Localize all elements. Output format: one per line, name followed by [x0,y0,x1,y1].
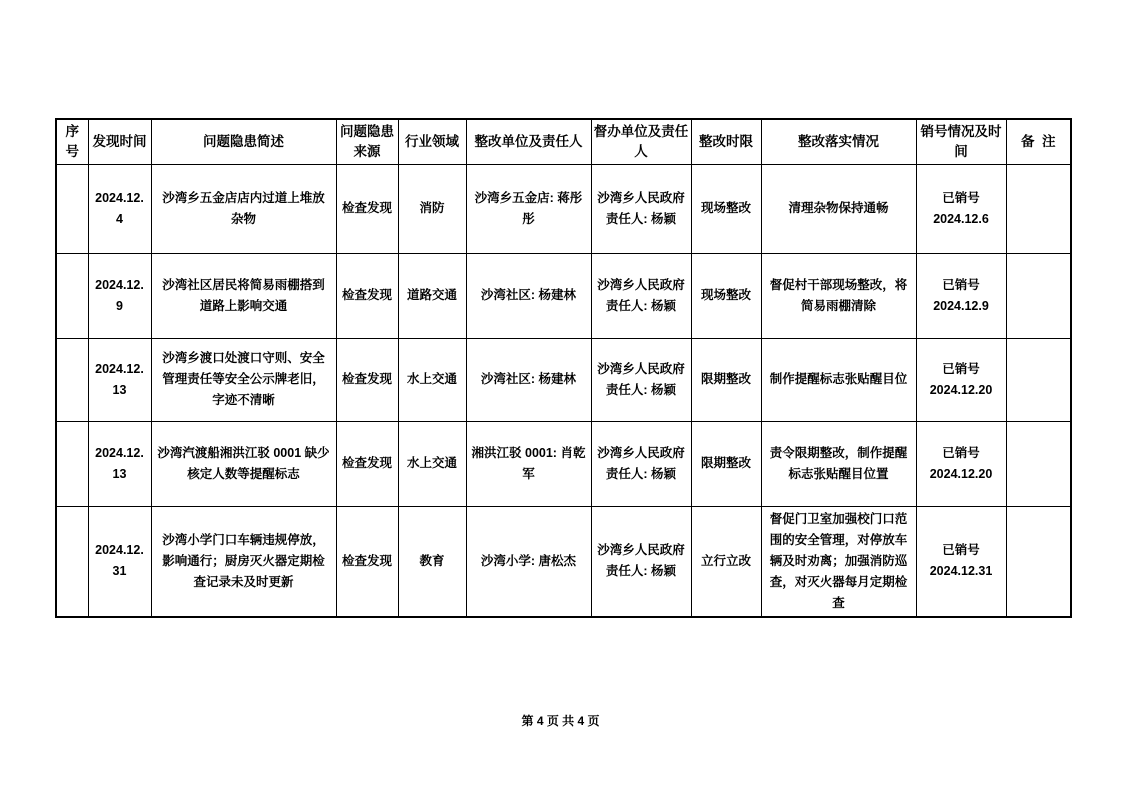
cell-industry: 道路交通 [398,253,466,338]
cell-industry: 消防 [398,164,466,253]
supervise-unit-name: 沙湾乡人民政府 [597,445,685,460]
cell-deadline: 限期整改 [691,421,761,506]
cell-implementation: 督促村干部现场整改，将简易雨棚清除 [761,253,916,338]
header-row [56,119,1071,164]
cell-industry: 教育 [398,506,466,617]
cell-source: 检查发现 [336,164,398,253]
table-row-2 [56,253,1071,338]
col-header-deadline: 整改时限 [691,119,761,164]
supervise-unit-name: 沙湾乡人民政府 [597,361,685,376]
cell-remark [1006,338,1071,421]
cell-found-date: 2024.12.13 [88,421,151,506]
cell-deadline: 现场整改 [691,253,761,338]
cell-implementation: 责令限期整改，制作提醒标志张贴醒目位置 [761,421,916,506]
col-header-industry: 行业领域 [398,119,466,164]
cell-seq [56,421,88,506]
col-header-seq: 序号 [56,119,88,164]
closure-date: 2024.12.9 [933,298,989,313]
table-row-4 [56,421,1071,506]
cell-source: 检查发现 [336,506,398,617]
col-header-rectify-unit: 整改单位及责任人 [466,119,591,164]
cell-seq [56,253,88,338]
cell-closure [916,253,1006,338]
closure-status: 已销号 [942,190,980,205]
cell-rectify-unit: 沙湾社区: 杨建林 [466,338,591,421]
cell-deadline: 限期整改 [691,338,761,421]
cell-remark [1006,253,1071,338]
cell-found-date: 2024.12.9 [88,253,151,338]
closure-status: 已销号 [942,543,980,557]
cell-remark [1006,164,1071,253]
cell-implementation: 清理杂物保持通畅 [761,164,916,253]
cell-found-date: 2024.12.13 [88,338,151,421]
col-header-remark: 备 注 [1006,119,1071,164]
closure-date: 2024.12.6 [933,211,989,226]
supervise-person: 责任人: 杨颖 [605,211,677,226]
col-header-supervise-unit: 督办单位及责任人 [591,119,691,164]
table-row-3 [56,338,1071,421]
cell-deadline: 立行立改 [691,506,761,617]
closure-status: 已销号 [942,445,980,460]
cell-description: 沙湾小学门口车辆违规停放，影响通行；厨房灭火器定期检查记录未及时更新 [151,506,336,617]
cell-description: 沙湾社区居民将简易雨棚搭到道路上影响交通 [151,253,336,338]
cell-implementation: 督促门卫室加强校门口范围的安全管理，对停放车辆及时劝离；加强消防巡查，对灭火器每月定期检查 [761,506,916,617]
table-row-5 [56,506,1071,617]
col-header-description: 问题隐患简述 [151,119,336,164]
cell-deadline: 现场整改 [691,164,761,253]
cell-supervise-unit [591,338,691,421]
closure-status: 已销号 [942,361,980,376]
cell-supervise-unit [591,506,691,617]
cell-remark [1006,421,1071,506]
supervise-person: 责任人: 杨颖 [605,382,677,397]
closure-date: 2024.12.20 [929,466,993,481]
supervise-person: 责任人: 杨颖 [605,564,677,578]
cell-closure [916,164,1006,253]
col-header-closure: 销号情况及时间 [916,119,1006,164]
supervise-person: 责任人: 杨颖 [605,466,677,481]
cell-industry: 水上交通 [398,338,466,421]
col-header-implementation: 整改落实情况 [761,119,916,164]
cell-seq [56,164,88,253]
supervise-unit-name: 沙湾乡人民政府 [597,543,685,557]
col-header-found-time: 发现时间 [88,119,151,164]
cell-source: 检查发现 [336,253,398,338]
hazard-rectification-table [55,118,1072,618]
table-row-1 [56,164,1071,253]
cell-closure [916,338,1006,421]
page-number: 第 4 页 共 4 页 [521,714,600,728]
cell-rectify-unit: 沙湾社区: 杨建林 [466,253,591,338]
cell-source: 检查发现 [336,421,398,506]
supervise-unit-name: 沙湾乡人民政府 [597,277,685,292]
cell-seq [56,506,88,617]
cell-found-date: 2024.12.4 [88,164,151,253]
cell-found-date: 2024.12.31 [88,506,151,617]
cell-description: 沙湾乡渡口处渡口守则、安全管理责任等安全公示牌老旧，字迹不清晰 [151,338,336,421]
cell-seq [56,338,88,421]
closure-status: 已销号 [942,277,980,292]
cell-rectify-unit: 沙湾乡五金店: 蒋彤彤 [466,164,591,253]
cell-supervise-unit [591,164,691,253]
supervise-person: 责任人: 杨颖 [605,298,677,313]
cell-supervise-unit [591,421,691,506]
cell-description: 沙湾汽渡船湘洪江驳 0001 缺少核定人数等提醒标志 [151,421,336,506]
cell-implementation: 制作提醒标志张贴醒目位 [761,338,916,421]
cell-supervise-unit [591,253,691,338]
supervise-unit-name: 沙湾乡人民政府 [597,190,685,205]
closure-date: 2024.12.20 [929,382,993,397]
cell-description: 沙湾乡五金店店内过道上堆放杂物 [151,164,336,253]
col-header-source: 问题隐患来源 [336,119,398,164]
cell-remark [1006,506,1071,617]
cell-closure [916,421,1006,506]
cell-source: 检查发现 [336,338,398,421]
cell-rectify-unit: 沙湾小学: 唐松杰 [466,506,591,617]
cell-closure [916,506,1006,617]
cell-rectify-unit: 湘洪江驳 0001: 肖乾军 [466,421,591,506]
cell-industry: 水上交通 [398,421,466,506]
closure-date: 2024.12.31 [929,564,993,578]
